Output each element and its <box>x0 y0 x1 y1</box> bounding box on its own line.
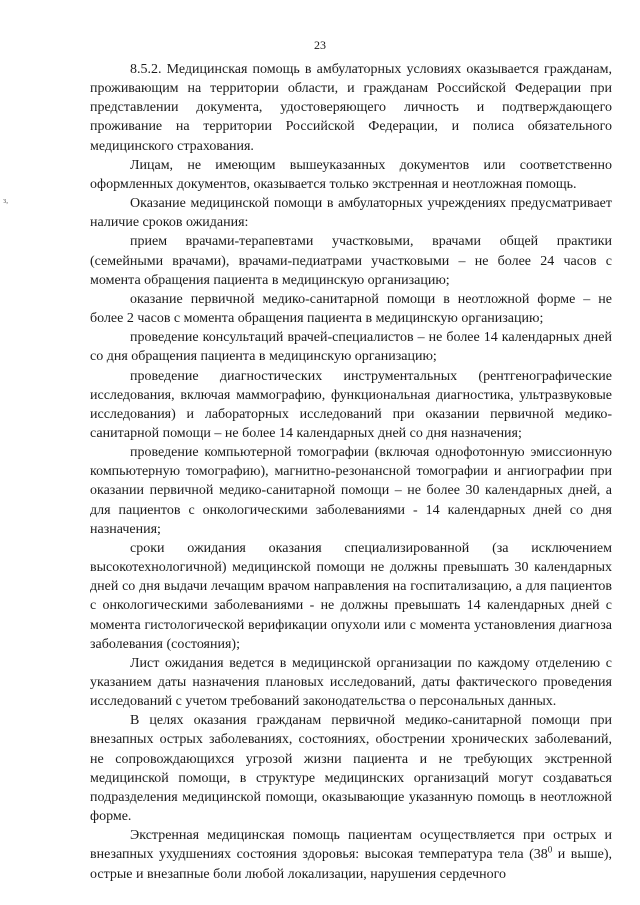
paragraph-ct-mri: проведение компьютерной томографии (включая однофотонную эмиссионную компьютерную томографию), магнитно-резонансной томографии и ангиографии при оказании первичной медико-санитарной помощи – не более 30 календарных дней, а для пациентов с онкологическими заболеваниями - 14 календарных дней со дня назначения; <box>90 445 612 537</box>
margin-mark: з, <box>3 196 9 205</box>
paragraph-therapist-reception: прием врачами-терапевтами участковыми, врачами общей практики (семейными врачами), врачами-педиатрами участковыми – не более 24 часов с момента обращения пациента в медицинскую организацию; <box>90 234 612 288</box>
emergency-text-start: Экстренная медицинская помощь пациентам осуществляется при острых и внезапных ухудшениях состояния здоровья: высокая температура тела (38 <box>90 828 612 863</box>
emergency-text-end: и выше), острые и внезапные боли любой локализации, нарушения сердечного <box>90 847 612 882</box>
paragraph-urgent-care: оказание первичной медико-санитарной помощи в неотложной форме – не более 2 часов с момента обращения пациента в медицинскую организацию; <box>90 291 612 327</box>
degree-superscript: 0 <box>547 844 553 855</box>
paragraph-emergency-care <box>90 826 612 883</box>
paragraph-specialized-care: сроки ожидания оказания специализированной (за исключением высокотехнологичной) медицинской помощи не должны превышать 30 календарных дней со дня выдачи лечащим врачом направления на госпитализацию, а для пациентов с онкологическими заболеваниями - не должны превышать 14 календарных дней с момента гистологической верификации опухоли или с момента установления диагноза заболевания (состояния); <box>90 540 612 652</box>
paragraph-specialist-consultation: проведение консультаций врачей-специалистов – не более 14 календарных дней со дня обращения пациента в медицинскую организацию; <box>90 330 612 365</box>
paragraph-no-documents: Лицам, не имеющим вышеуказанных документов или соответственно оформленных документов, оказывается только экстренная и неотложная помощь. <box>90 157 612 192</box>
paragraph-waiting-list: Лист ожидания ведется в медицинской организации по каждому отделению с указанием даты назначения плановых исследований, даты фактического проведения исследований с учетом требований законодательства о персональных данных. <box>90 655 612 710</box>
document-body <box>90 60 612 884</box>
paragraph-8-5-2: 8.5.2. Медицинская помощь в амбулаторных условиях оказывается гражданам, проживающим на территории области, и гражданам Российской Федерации при представлении документа, удостоверяющего личность и подтверждающего проживание на территории Российской Федерации, и полиса обязательного медицинского страхования. <box>90 62 612 154</box>
paragraph-urgent-units: В целях оказания гражданам первичной медико-санитарной помощи при внезапных острых заболеваниях, состояниях, обострении хронических заболеваний, не сопровождающихся угрозой жизни пациента и не требующих экстренной медицинской помощи, в структуре медицинских организаций могут создаваться подразделения медицинской помощи, оказывающие указанную помощь в неотложной форме. <box>90 713 612 825</box>
paragraph-diagnostic-studies: проведение диагностических инструментальных (рентгенографические исследования, включая маммографию, функциональная диагностика, ультразвуковые исследования) и лабораторных исследований при оказании первичной медико-санитарной помощи – не более 14 календарных дней со дня назначения; <box>90 368 612 441</box>
paragraph-waiting-times-intro: Оказание медицинской помощи в амбулаторных учреждениях предусматривает наличие сроков ожидания: <box>90 196 612 231</box>
page-number: 23 <box>314 38 326 52</box>
